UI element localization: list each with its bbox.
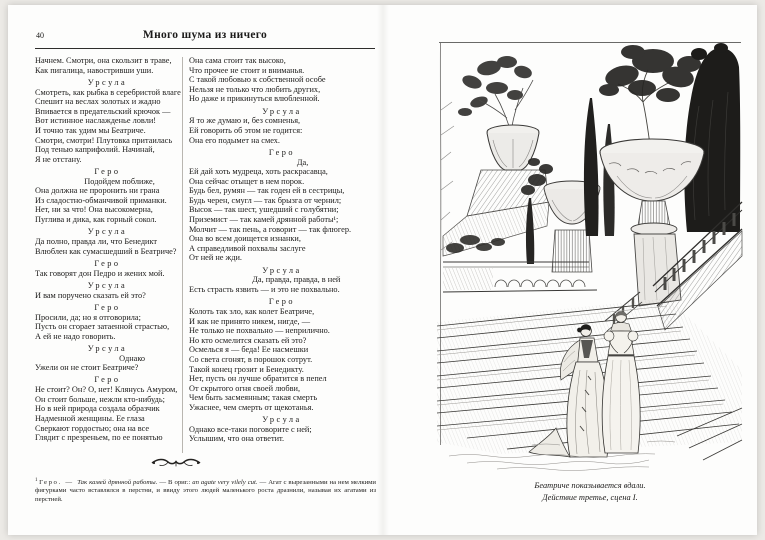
verse-line: Да, правда, правда, в ней — [252, 275, 341, 285]
verse-line: Смотреть, как рыбка в серебристой влаге — [35, 87, 181, 97]
speaker-name: Урсула — [262, 265, 302, 275]
footnote-segment: — Агат с вырезанными на нем мелкими фигурками часто вставлялся в перстни, и ввиду этого людей маленького роста дразнили, называя их агатами из перстней. — [35, 479, 376, 503]
verse-line: Чем быть засмеянным; такая смерть — [189, 393, 318, 403]
verse-line: Будь черен, смугл — так брызга от чернил; — [189, 195, 342, 205]
verse-line: Нельзя не только что любить других, — [189, 84, 321, 94]
verse-line: Ужаснее, чем смерть от щекотанья. — [189, 402, 314, 412]
speaker-name: Урсула — [87, 343, 128, 353]
speaker-name: Геро — [94, 302, 121, 312]
verse-line: Она сейчас отыщет в нем порок. — [189, 176, 305, 186]
speaker-name: Урсула — [87, 280, 128, 290]
verse-line: Приземист — так камей дрянной работы¹; — [189, 215, 339, 225]
verse-line: Но даже и прикинуться влюбленной. — [189, 94, 320, 104]
verse-line: Да полно, правда ли, что Бенедикт — [35, 237, 158, 247]
tree-over-urn — [599, 45, 701, 145]
verse-line: Высок — так шест, ушедший с голубятни; — [189, 205, 339, 215]
verse-line: Он стоит больше, нежли кто-нибудь; — [35, 394, 165, 404]
speaker-name: Урсула — [87, 227, 128, 237]
verse-line: Со света сгонят, в порошок сотрут. — [189, 354, 313, 364]
verse-line: Вот истинное наслажденье ловли! — [35, 116, 157, 126]
verse-line: И точно так удим мы Беатриче. — [35, 125, 146, 135]
figure-ursula — [602, 311, 640, 453]
plate-caption — [437, 480, 743, 503]
speaker-name: Урсула — [262, 415, 302, 425]
verse-line: Пусть он сгорает затаенной страстью, — [35, 322, 170, 332]
verse-line: Ей дай хоть мудреца, хоть раскрасавца, — [189, 167, 328, 177]
verse-line: А ей не надо говорить. — [35, 331, 116, 341]
verse-line: Она его подымет на смех. — [189, 135, 280, 145]
verse-line: Нет, пусть он лучше обратится в пепел — [189, 374, 327, 384]
verse-line: Услышим, что она ответит. — [189, 434, 285, 444]
verse-line: Смотри, смотри! Плутовка притаилась — [35, 135, 173, 145]
verse-line: Однако — [119, 353, 146, 363]
footnote-segment: Так камей дрянной работы. — [77, 479, 158, 487]
verse-line: Под тенью каприфолий. Начинай, — [35, 145, 155, 155]
verse-line: Я не отстану. — [35, 154, 82, 164]
verse-line: Осмелься я — беда! Ее насмешки — [189, 345, 309, 355]
page-number: 40 — [36, 31, 44, 40]
verse-line: Но в ней природа создала образчик — [35, 404, 160, 414]
verse-column-right — [189, 56, 375, 444]
verse-line: Впивается в предательский крючок — — [35, 106, 171, 116]
verse-line: Не только не похвально — неприлично. — [189, 326, 330, 336]
verse-line: Как пигалица, навостривши уши. — [35, 65, 154, 75]
verse-line: Ей говорить об этом не годится: — [189, 125, 303, 135]
verse-line: С такой любовью к собственной особе — [189, 75, 326, 85]
footnote — [35, 477, 376, 504]
verse-line: Надменной женщины. Ее глаза — [35, 414, 145, 424]
verse-line: Что прочее не стоит и вниманья. — [189, 65, 305, 75]
speaker-name: Геро — [94, 258, 121, 268]
verse-line: Будь бел, румян — так годен ей в сестрицы, — [189, 186, 345, 196]
speaker-name: Урсула — [87, 77, 128, 87]
verse-line: Есть страсть язвить — и это не похвально. — [189, 285, 340, 294]
tailpiece-ornament-icon — [150, 455, 202, 467]
verse-line: И вам поручено сказать ей это? — [35, 290, 146, 300]
verse-line: Спешит на веслах золотых и жадно — [35, 97, 161, 107]
verse-line: Из сладостно-обманчивой приманки. — [35, 195, 167, 205]
speaker-name: Геро — [94, 166, 121, 176]
verse-line: И как не принято никем, нигде, — — [189, 316, 310, 326]
verse-line: Так говорят дон Педро и жених мой. — [35, 268, 165, 278]
verse-line: Начнем. Смотри, она скользит в траве, — [35, 56, 172, 65]
verse-line: Да, — [296, 157, 309, 167]
footnote-segment: an agate very vilely cut. — [192, 479, 258, 487]
verse-line: Подойдем поближе, — [84, 176, 155, 186]
verse-line: А справедливой похвалы заслуге — [189, 243, 306, 253]
verse-line: Сверкают гордостью; она на все — [35, 423, 150, 433]
speaker-name: Геро — [268, 297, 296, 307]
caption-line-2: Действие третье, сцена I. — [542, 492, 638, 502]
running-title: Много шума из ничего — [142, 29, 268, 41]
header-rule — [35, 48, 375, 49]
column-divider-rule — [182, 57, 183, 453]
footnote-segment: Геро. — — [39, 479, 78, 487]
page-gutter — [377, 5, 389, 535]
verse-column-left — [35, 56, 180, 443]
verse-line: Колоть так зло, как колет Беатриче, — [189, 306, 315, 316]
illustration-etching-svg — [437, 40, 743, 474]
verse-line: Она должна не проронить ни грана — [35, 186, 160, 196]
verse-line: Однако все-таки поговорите с ней; — [189, 424, 312, 434]
verse-line: Молчит — так пень, а говорит — так флюгер. — [189, 224, 352, 234]
verse-line: Она во всем доищется изнанки, — [189, 234, 301, 244]
verse-line: Такой конец грозит и Бенедикту. — [189, 364, 304, 374]
verse-line: Пуглива и дика, как горный сокол. — [35, 215, 157, 225]
verse-line: Ужели он не стоит Беатриче? — [35, 363, 139, 373]
verse-line: Влюблен как сумасшедший в Беатриче? — [35, 246, 177, 256]
speaker-name: Геро — [268, 147, 296, 157]
footnote-marker: 1 — [35, 478, 40, 483]
illustration-plate — [437, 40, 743, 474]
footnote-segment: — В ориг.: — [157, 479, 193, 487]
caption-line-1: Беатриче показывается вдали. — [534, 481, 646, 490]
verse-line: Я то же думаю и, без сомненья, — [189, 116, 301, 126]
footnote-text — [35, 479, 376, 502]
verse-line: Нет, ни за что! Она высокомерна, — [35, 205, 153, 215]
verse-line: Просили, да; но я отговорила; — [35, 312, 141, 322]
verse-line: Не стоит? Он? О, нет! Клянусь Амуром, — [35, 385, 178, 395]
speaker-name: Геро — [94, 375, 121, 385]
verse-line: Она сама стоит так высоко, — [189, 56, 286, 65]
verse-line: Глядит с презреньем, по ее понятью — [35, 433, 163, 443]
verse-line: Но кто осмелится сказать ей это? — [189, 335, 307, 345]
verse-line: От ней не жди. — [189, 253, 242, 263]
verse-line: От скрытого огня своей любви, — [189, 383, 301, 393]
speaker-name: Урсула — [262, 106, 302, 116]
